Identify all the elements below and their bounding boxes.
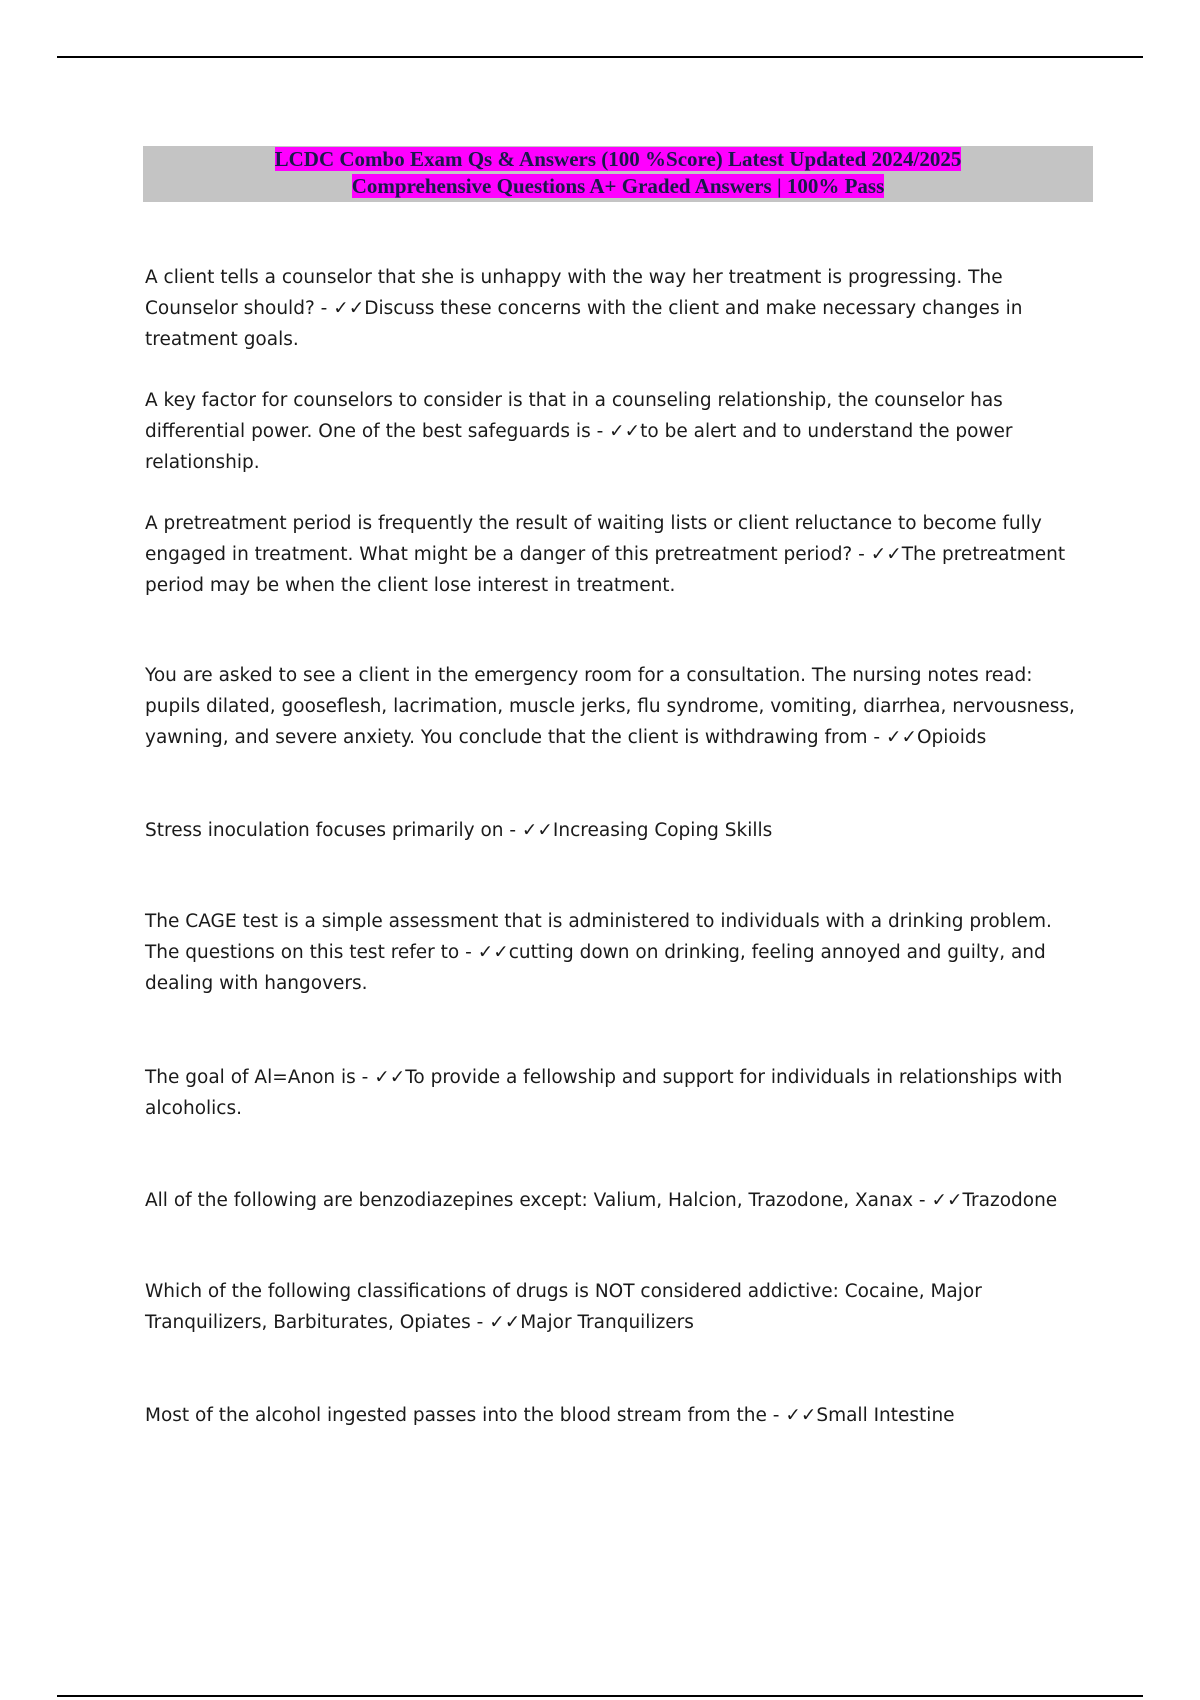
qa-item-6	[145, 906, 1090, 999]
qa-item-5	[145, 815, 1090, 846]
bottom-rule	[57, 1695, 1143, 1697]
qa-item-10	[145, 1400, 1090, 1431]
top-rule	[57, 56, 1143, 58]
answer-text: ✓✓Trazodone	[931, 1190, 1058, 1211]
qa-item-2	[145, 385, 1090, 478]
question-text: The goal of Al=Anon is -	[145, 1067, 375, 1088]
answer-text: ✓✓cutting down on drinking, feeling annoyed and guilty, and dealing with hangovers.	[145, 942, 1046, 994]
document-title-line2: Comprehensive Questions A+ Graded Answers | 100% Pass	[351, 174, 885, 198]
question-text: A pretreatment period is frequently the result of waiting lists or client reluctance to become fully engaged in treatment. What might be a danger of this pretreatment period? -	[145, 513, 1042, 565]
answer-text: ✓✓Opioids	[885, 727, 987, 748]
answer-text: ✓✓The pretreatment period may be when the client lose interest in treatment.	[145, 544, 1066, 596]
question-text: Stress inoculation focuses primarily on -	[145, 820, 522, 841]
qa-item-7	[145, 1062, 1090, 1124]
answer-text: ✓✓to be alert and to understand the power relationship.	[145, 421, 1013, 473]
answer-text: ✓✓Small Intestine	[785, 1405, 955, 1426]
document-title-line1: LCDC Combo Exam Qs & Answers (100 %Score) Latest Updated 2024/2025	[274, 147, 962, 171]
answer-text: ✓✓Increasing Coping Skills	[521, 820, 773, 841]
question-text: Most of the alcohol ingested passes into the blood stream from the -	[145, 1405, 786, 1426]
qa-item-9	[145, 1276, 1090, 1338]
qa-item-4	[145, 660, 1090, 753]
document-title-box	[143, 146, 1093, 202]
answer-text: ✓✓To provide a fellowship and support for individuals in relationships with alcoholics.	[145, 1067, 1063, 1119]
answer-text: ✓✓Major Tranquilizers	[489, 1312, 694, 1333]
qa-item-8	[145, 1185, 1090, 1216]
qa-item-3	[145, 508, 1090, 601]
question-text: All of the following are benzodiazepines except: Valium, Halcion, Trazodone, Xanax -	[145, 1190, 932, 1211]
question-text: A client tells a counselor that she is unhappy with the way her treatment is progressing. The Counselor should? -	[145, 267, 1003, 319]
question-text: A key factor for counselors to consider is that in a counseling relationship, the counselor has differential power. One of the best safeguards is -	[145, 390, 1003, 442]
question-text: You are asked to see a client in the emergency room for a consultation. The nursing notes read: pupils dilated, gooseflesh, lacrimation, muscle jerks, flu syndrome, vomiting, diarrhea, nervousness, yawning, and severe anxiety. You conclude that the client is withdrawing from -	[145, 665, 1075, 748]
answer-text: ✓✓Discuss these concerns with the client and make necessary changes in treatment goals.	[145, 298, 1023, 350]
question-text: The CAGE test is a simple assessment that is administered to individuals with a drinking problem. The questions on this test refer to -	[145, 911, 1052, 963]
qa-item-1	[145, 262, 1090, 355]
question-text: Which of the following classifications of drugs is NOT considered addictive: Cocaine, Major Tranquilizers, Barbiturates, Opiates -	[145, 1281, 982, 1333]
